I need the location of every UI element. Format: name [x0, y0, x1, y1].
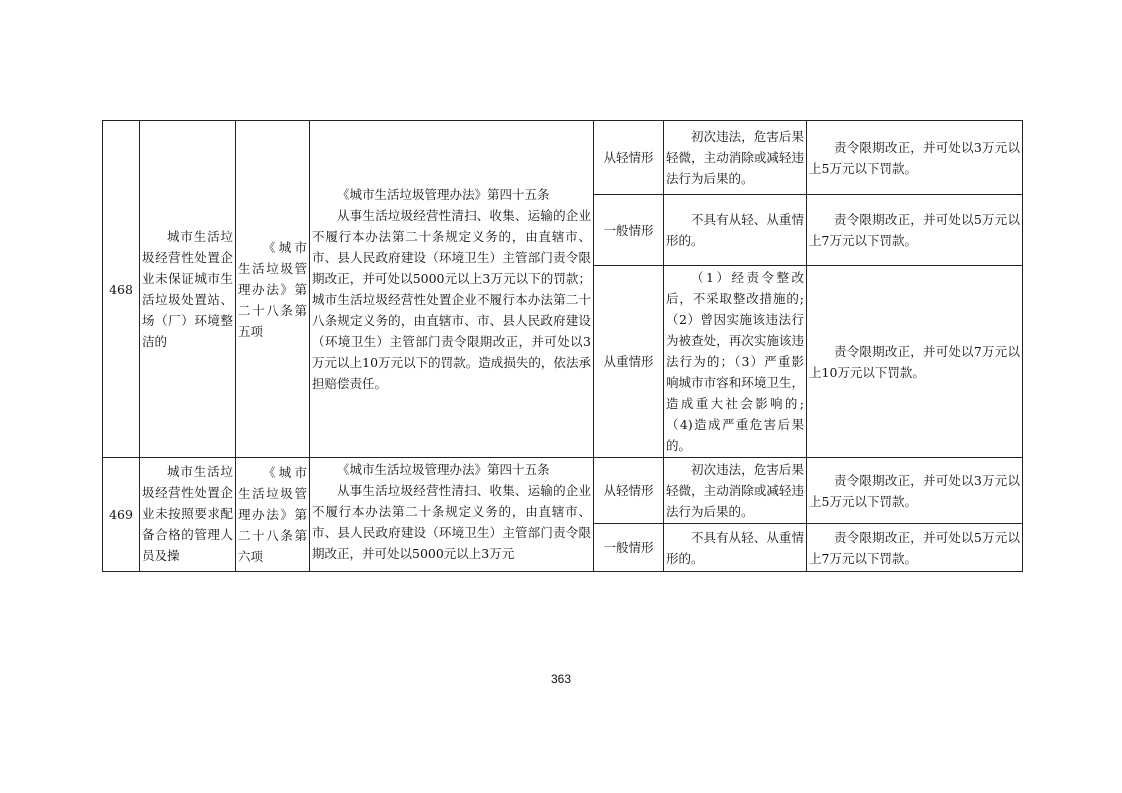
page-number: 363 — [550, 672, 572, 686]
table-row — [103, 121, 1023, 195]
circumstance-condition: 不具有从轻、从重情形的。 — [664, 524, 807, 572]
circumstance-level: 从轻情形 — [594, 121, 664, 195]
item-number: 469 — [103, 458, 140, 572]
legal-reference — [236, 458, 310, 572]
penalty-standard: 责令限期改正，并可处以3万元以上5万元以下罚款。 — [807, 458, 1023, 524]
basis-text: 从事生活垃圾经营性清扫、收集、运输的企业不履行本办法第二十条规定义务的，由直辖市、市、县人民政府建设（环境卫生）主管部门责令限期改正，并可处以5000元以上3万元以下的罚款；城市生活垃圾经营性处置企业不履行本办法第二十八条规定义务的，由直辖市、市、县人民政府建设（环境卫生）主管部门责令限期改正，并可处以3万元以上10万元以下的罚款。造成损失的，依法承担赔偿责任。 — [312, 208, 591, 391]
penalty-table — [102, 120, 1023, 572]
circumstance-level: 一般情形 — [594, 195, 664, 266]
penalty-standard: 责令限期改正，并可处以7万元以上10万元以下罚款。 — [807, 266, 1023, 458]
penalty-basis — [310, 121, 594, 458]
penalty-standard: 责令限期改正，并可处以5万元以上7万元以下罚款。 — [807, 524, 1023, 572]
legal-reference-text: 《城市生活垃圾管理办法》第二十八条第六项 — [238, 465, 307, 564]
table-row — [103, 458, 1023, 524]
circumstance-level: 从轻情形 — [594, 458, 664, 524]
penalty-standard: 责令限期改正，并可处以5万元以上7万元以下罚款。 — [807, 195, 1023, 266]
item-number: 468 — [103, 121, 140, 458]
circumstance-condition: 不具有从轻、从重情形的。 — [664, 195, 807, 266]
circumstance-condition: 初次违法，危害后果轻微，主动消除或减轻违法行为后果的。 — [664, 121, 807, 195]
violation-description: 城市生活垃圾经营性处置企业未保证城市生活垃圾处置站、场（厂）环境整洁的 — [140, 121, 236, 458]
circumstance-condition: 初次违法，危害后果轻微，主动消除或减轻违法行为后果的。 — [664, 458, 807, 524]
penalty-standard: 责令限期改正，并可处以3万元以上5万元以下罚款。 — [807, 121, 1023, 195]
basis-title: 《城市生活垃圾管理办法》第四十五条 — [337, 462, 550, 477]
circumstance-level: 一般情形 — [594, 524, 664, 572]
basis-text: 从事生活垃圾经营性清扫、收集、运输的企业不履行本办法第二十条规定义务的，由直辖市、市、县人民政府建设（环境卫生）主管部门责令限期改正，并可处以5000元以上3万元 — [312, 483, 591, 561]
penalty-basis — [310, 458, 594, 572]
legal-reference: 《城市生活垃圾管理办法》第二十八条第五项 — [236, 121, 310, 458]
circumstance-condition: （1）经责令整改后，不采取整改措施的;（2）曾因实施该违法行为被查处，再次实施该违法行为的；（3）严重影响城市市容和环境卫生，造成重大社会影响的;（4)造成严重危害后果的。 — [664, 266, 807, 458]
basis-title: 《城市生活垃圾管理办法》第四十五条 — [337, 187, 550, 202]
circumstance-level: 从重情形 — [594, 266, 664, 458]
violation-text: 城市生活垃圾经营性处置企业未按照要求配备合格的管理人员及操 — [142, 463, 233, 563]
violation-description — [140, 458, 236, 572]
